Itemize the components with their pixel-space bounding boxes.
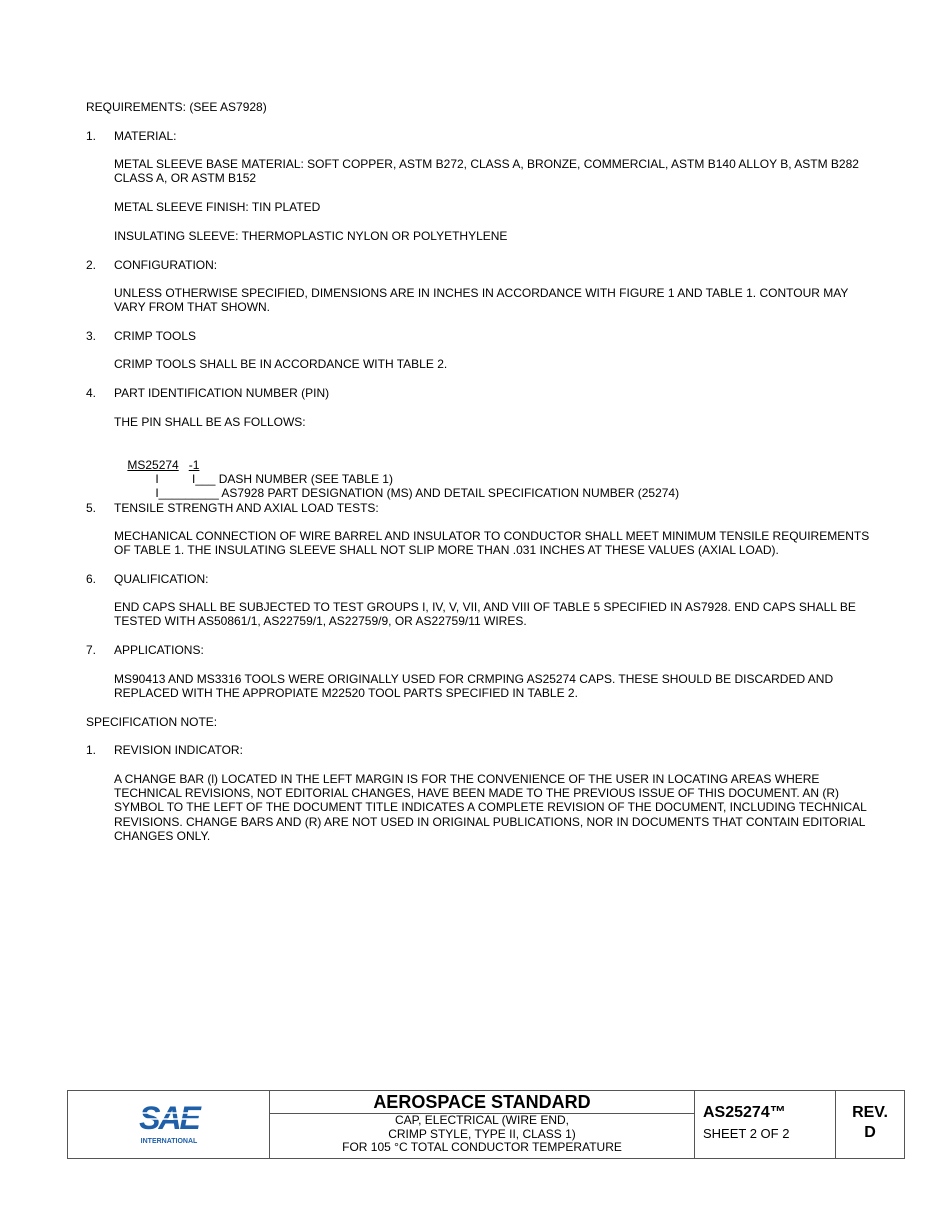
section-5-para-1: MECHANICAL CONNECTION OF WIRE BARREL AND INSULATOR TO CONDUCTOR SHALL MEET MINIMUM TENSILE REQUIREMENTS OF TABLE 1. THE INSULATING SLEEVE SHALL NOT SLIP MORE THAN .031 INCHES AT THESE VALUES (AXIAL LOAD). — [114, 529, 870, 558]
section-3-title: CRIMP TOOLS — [114, 329, 197, 343]
pin-base: MS25274 — [127, 458, 179, 473]
section-5-number: 5. — [86, 501, 97, 515]
pin-callout-base-text: AS7928 PART DESIGNATION (MS) AND DETAIL SPECIFICATION NUMBER (25274) — [218, 486, 680, 501]
pin-callout-dash-text: DASH NUMBER (SEE TABLE 1) — [215, 472, 393, 487]
section-1-number: 1. — [86, 129, 97, 143]
section-6-para-1: END CAPS SHALL BE SUBJECTED TO TEST GROUPS I, IV, V, VII, AND VIII OF TABLE 5 SPECIFIED IN AS7928. END CAPS SHALL BE TESTED WITH AS50861/1, AS22759/1, AS22759/9, OR AS22759/11 WIRES. — [114, 600, 856, 629]
section-5-title: TENSILE STRENGTH AND AXIAL LOAD TESTS: — [114, 501, 379, 515]
section-2-para-1: UNLESS OTHERWISE SPECIFIED, DIMENSIONS ARE IN INCHES IN ACCORDANCE WITH FIGURE 1 AND TABLE 1. CONTOUR MAY VARY FROM THAT SHOWN. — [114, 286, 849, 315]
standard-heading: AEROSPACE STANDARD — [270, 1091, 694, 1114]
revision-cell — [836, 1091, 904, 1158]
pin-dash: -1 — [188, 458, 200, 473]
sheet-number: SHEET 2 OF 2 — [703, 1126, 790, 1141]
title-block — [67, 1090, 905, 1159]
title-line-1: CAP, ELECTRICAL (WIRE END, — [394, 1113, 570, 1127]
pin-callout-dash-marks: I I___ — [155, 472, 216, 487]
section-1-para-2: METAL SLEEVE FINISH: TIN PLATED — [114, 200, 321, 214]
section-6-title: QUALIFICATION: — [114, 572, 209, 586]
revision-value: D — [864, 1124, 876, 1141]
section-2-number: 2. — [86, 258, 97, 272]
spec-note-number: 1. — [86, 743, 97, 757]
sae-logo — [68, 1091, 270, 1158]
section-2-title: CONFIGURATION: — [114, 258, 218, 272]
title-cell — [270, 1091, 695, 1158]
section-7-number: 7. — [86, 643, 97, 657]
title-line-3: FOR 105 °C TOTAL CONDUCTOR TEMPERATURE — [342, 1140, 622, 1154]
requirements-heading: REQUIREMENTS: (SEE AS7928) — [86, 100, 267, 114]
section-6-number: 6. — [86, 572, 97, 586]
section-4-para-1: THE PIN SHALL BE AS FOLLOWS: — [114, 415, 306, 429]
title-line-2: CRIMP STYLE, TYPE II, CLASS 1) — [388, 1126, 576, 1141]
section-1-para-3: INSULATING SLEEVE: THERMOPLASTIC NYLON OR POLYETHYLENE — [114, 229, 508, 243]
section-7-para-1: MS90413 AND MS3316 TOOLS WERE ORIGINALLY USED FOR CRMPING AS25274 CAPS. THESE SHOULD BE DISCARDED AND REPLACED WITH THE APPROPIATE M22520 TOOL PARTS SPECIFIED IN TABLE 2. — [114, 672, 834, 701]
section-7-title: APPLICATIONS: — [114, 643, 204, 657]
document-title — [270, 1114, 694, 1155]
section-1-para-1: METAL SLEEVE BASE MATERIAL: SOFT COPPER, ASTM B272, CLASS A, BRONZE, COMMERCIAL, ASTM B140 ALLOY B, ASTM B282 CLASS A, OR ASTM B152 — [114, 157, 859, 186]
spec-note-title: REVISION INDICATOR: — [114, 743, 243, 757]
sae-logo-wordmark: SAE — [139, 1100, 199, 1136]
spec-note-heading: SPECIFICATION NOTE: — [86, 715, 218, 729]
doc-number-cell — [695, 1091, 836, 1158]
revision-label: REV. — [852, 1104, 888, 1121]
spec-note-para: A CHANGE BAR (l) LOCATED IN THE LEFT MARGIN IS FOR THE CONVENIENCE OF THE USER IN LOCATING AREAS WHERE TECHNICAL REVISIONS, NOT EDITORIAL CHANGES, HAVE BEEN MADE TO THE PREVIOUS ISSUE OF THIS DOCUMENT. AN (R) SYMBOL TO THE LEFT OF THE DOCUMENT TITLE INDICATES A COMPLETE REVISION OF THE DOCUMENT, INCLUDING TECHNICAL REVISIONS. CHANGE BARS AND (R) ARE NOT USED IN ORIGINAL PUBLICATIONS, NOR IN DOCUMENTS THAT CONTAIN EDITORIAL CHANGES ONLY. — [114, 772, 867, 843]
pin-callout-base-marks: I_________ — [155, 486, 219, 501]
logo-cell — [68, 1091, 270, 1158]
section-3-para-1: CRIMP TOOLS SHALL BE IN ACCORDANCE WITH TABLE 2. — [114, 357, 448, 371]
section-3-number: 3. — [86, 329, 97, 343]
section-4-number: 4. — [86, 386, 97, 400]
section-1-title: MATERIAL: — [114, 129, 177, 143]
section-4-title: PART IDENTIFICATION NUMBER (PIN) — [114, 386, 330, 400]
sae-logo-subtext: INTERNATIONAL — [140, 1138, 198, 1145]
document-number: AS25274™ — [703, 1104, 786, 1121]
